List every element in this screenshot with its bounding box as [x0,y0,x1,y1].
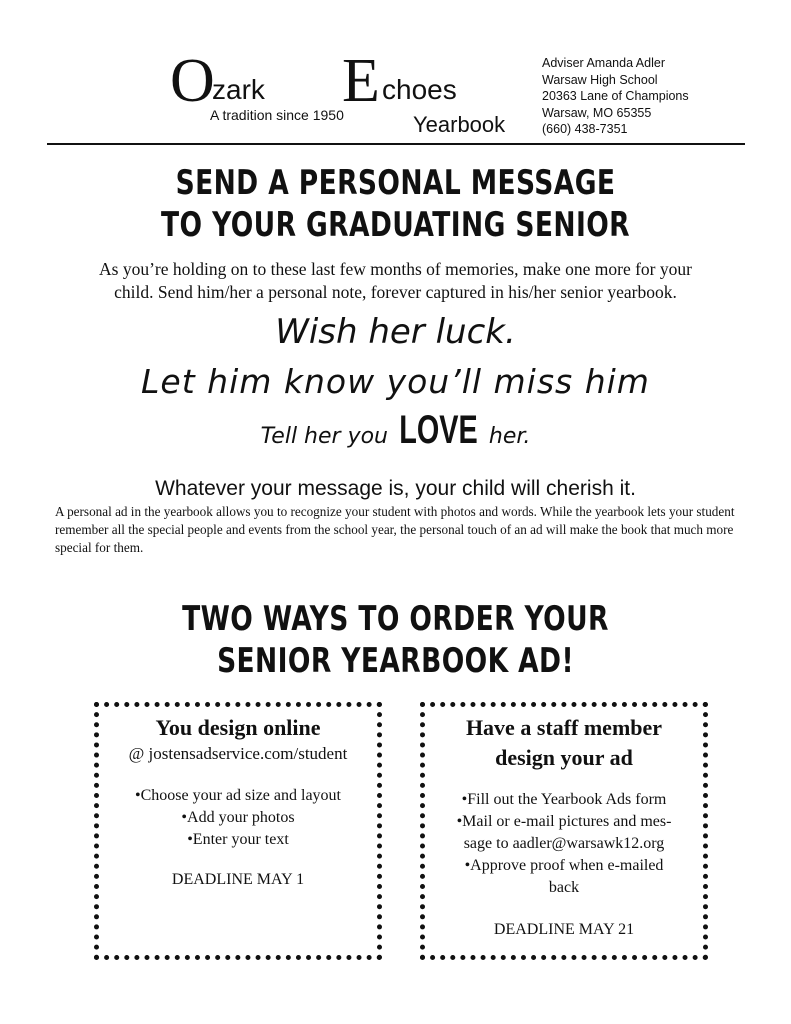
ways-heading [40,598,751,682]
intro-text [40,258,751,304]
header-divider [47,143,745,145]
option-staff-step-3-cont: back [548,879,580,896]
option-staff-box [420,702,708,960]
option-staff-step-3: •Approve proof when e-mailed [464,857,664,874]
adviser-address-block [542,55,689,138]
logo-word-yearbook: Yearbook [413,112,506,137]
logo-word-zark: zark [212,74,265,105]
script-wish-luck: Wish her luck. [275,312,516,352]
script-tell-love [40,408,751,458]
option-staff-step-2: •Mail or e-mail pictures and mes- [456,813,672,830]
option-online-box [94,702,382,960]
headline [40,162,751,246]
logo-word-choes: choes [382,74,457,105]
option-staff-deadline: DEADLINE MAY 21 [493,921,635,938]
option-staff-step-1: •Fill out the Yearbook Ads form [461,791,667,808]
logo-letter-e: E [342,47,380,115]
street-address: 20363 Lane of Champions [542,89,689,103]
logo-tagline: A tradition since 1950 [210,107,344,123]
option-staff-title-line-1: Have a staff member [465,715,663,740]
headline-line-1: SEND A PERSONAL MESSAGE [175,163,616,203]
option-online-url: @ jostensadservice.com/student [128,744,348,763]
option-online-step-1: •Choose your ad size and layout [135,787,341,804]
school-name: Warsaw High School [542,72,658,87]
script-her: her. [488,424,531,449]
script-miss-him: Let him know you’ll miss him [141,362,650,401]
option-online-title: You design online [155,715,321,740]
option-online-deadline: DEADLINE MAY 1 [171,871,305,888]
intro-line-1: As you’re holding on to these last few months of memories, make one more for your [99,259,692,279]
headline-line-2: TO YOUR GRADUATING SENIOR [161,205,630,245]
script-love-word: LOVE [399,408,478,452]
cherish-line: Whatever your message is, your child will cherish it. [155,477,636,500]
option-staff-step-2-cont: sage to aadler@warsawk12.org [463,835,665,852]
city-state-zip: Warsaw, MO 65355 [542,105,652,120]
ways-heading-line-1: TWO WAYS TO ORDER YOUR [182,599,609,639]
intro-line-2: child. Send him/her a personal note, forever captured in his/her senior yearbook. [114,282,677,302]
phone-number: (660) 438-7351 [542,122,628,136]
body-paragraph: A personal ad in the yearbook allows you to recognize your student with photos and words. While the yearbook lets your student remember all the special people and events from the school year, the personal touch of an ad will make the book that much more special for them. [55,504,735,555]
yearbook-logo [170,47,540,142]
option-staff-title-line-2: design your ad [495,745,633,770]
option-online-step-3: •Enter your text [187,831,289,848]
logo-letter-o: O [170,47,215,115]
ways-heading-line-2: SENIOR YEARBOOK AD! [217,641,574,681]
script-tell-her-you: Tell her you [260,424,388,449]
option-online-step-2: •Add your photos [181,809,295,826]
adviser-name: Adviser Amanda Adler [542,56,665,70]
